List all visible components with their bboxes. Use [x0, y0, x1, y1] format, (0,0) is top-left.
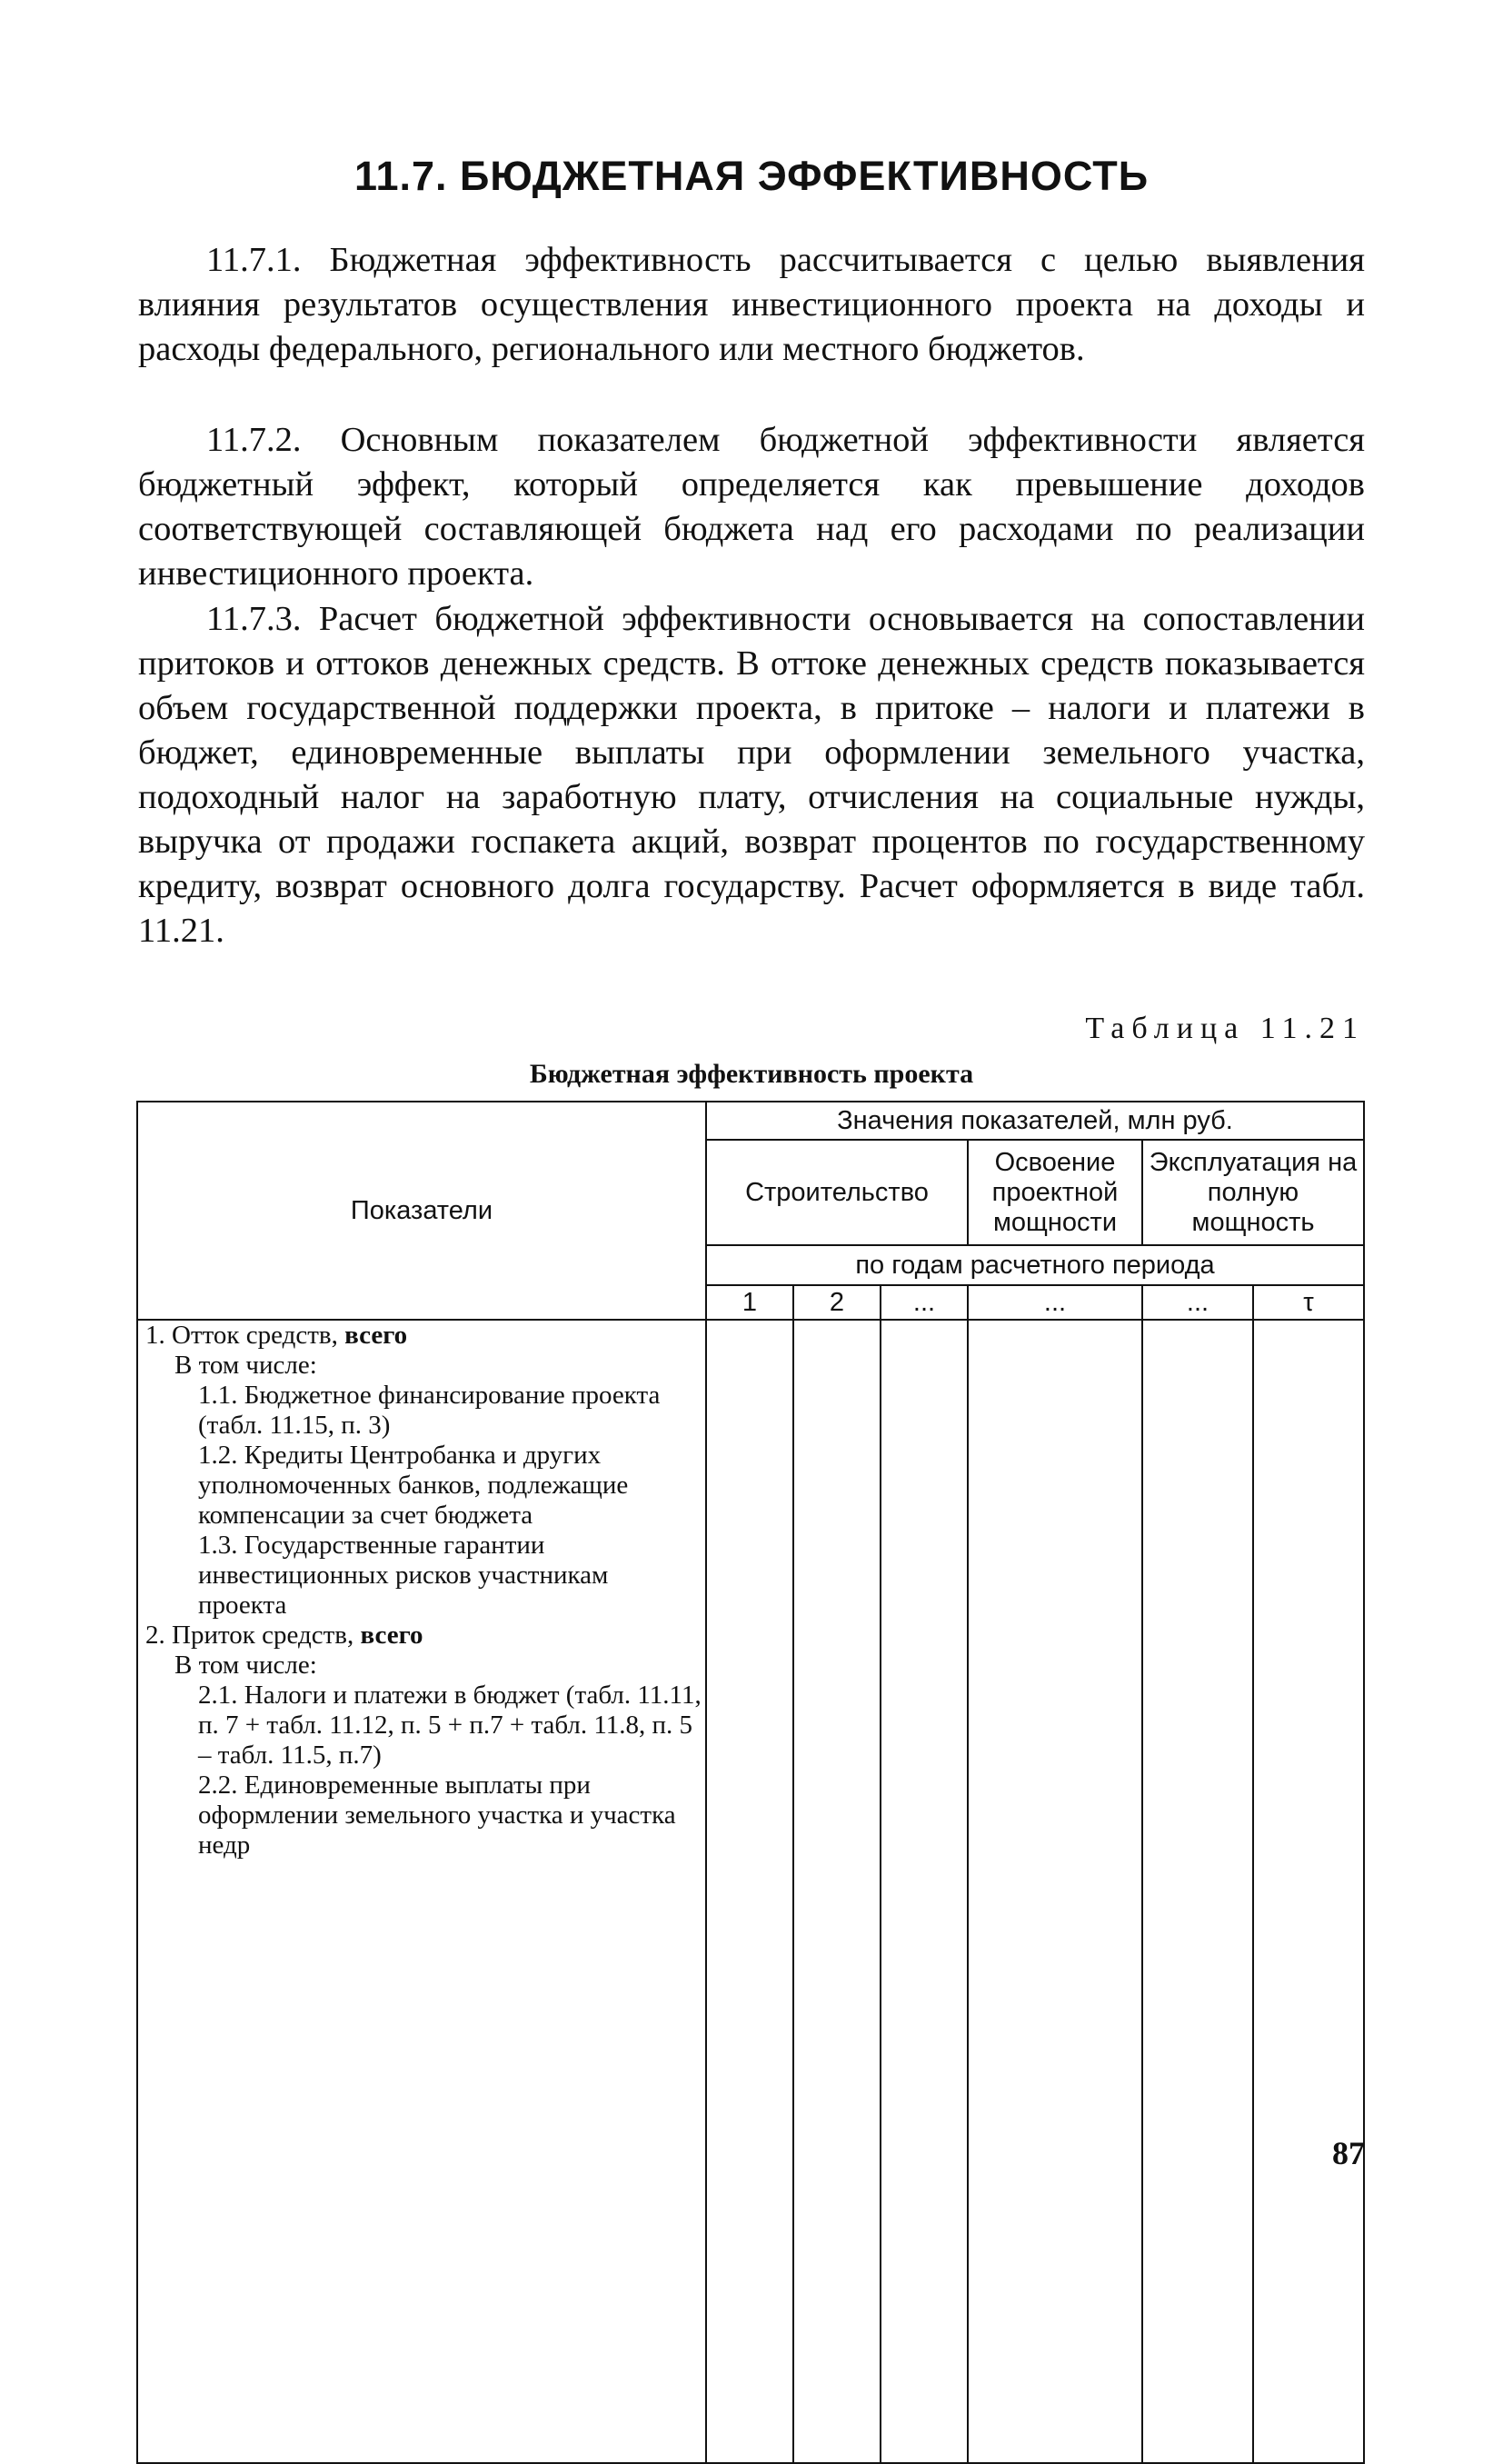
- value-cell: [793, 1320, 881, 2463]
- value-cell: [1142, 1320, 1253, 2463]
- value-cell: [1253, 1320, 1364, 2463]
- outflow-including: В том числе:: [174, 1351, 317, 1380]
- inflow-row: [142, 1621, 702, 1651]
- value-cell: [968, 1320, 1142, 2463]
- header-col-6: τ: [1253, 1285, 1364, 1320]
- inflow-title: 2. Приток средств,: [145, 1621, 354, 1650]
- value-cell: [881, 1320, 968, 2463]
- outflow-total: всего: [344, 1321, 408, 1350]
- outflow-row: [142, 1321, 702, 1351]
- header-values: Значения показателей, млн руб.: [706, 1102, 1364, 1140]
- header-col-2: 2: [793, 1285, 881, 1320]
- row-2-2: 2.2. Единовременные выплаты при оформлении земельного участка и участка недр: [198, 1771, 676, 1860]
- indicator-rows: [137, 1320, 706, 2463]
- paragraph-11-7-1: [138, 238, 1365, 372]
- row-1-3: 1.3. Государственные гарантии инвестиционных рисков участникам проекта: [198, 1531, 609, 1620]
- header-col-4: ...: [968, 1285, 1142, 1320]
- inflow-including: В том числе:: [174, 1651, 317, 1680]
- paragraph-11-7-3: [138, 597, 1365, 953]
- header-construction: Строительство: [706, 1140, 968, 1245]
- header-operation: Эксплуатация на полную мощность: [1142, 1140, 1364, 1245]
- paragraph-text: 11.7.2. Основным показателем бюджетной эффективности является бюджетный эффект, который определяется как превышение доходов соответствующей составляющей бюджета над его расходами по реализации инвестиционного проекта.: [138, 421, 1365, 593]
- table-title: Бюджетная эффективность проекта: [529, 1059, 974, 1089]
- row-1-1: 1.1. Бюджетное финансирование проекта (табл. 11.15, п. 3): [198, 1381, 661, 1440]
- page-number: 87: [1332, 2135, 1365, 2171]
- header-years: по годам расчетного периода: [706, 1245, 1364, 1285]
- inflow-total: всего: [360, 1621, 423, 1650]
- paragraph-text: 11.7.1. Бюджетная эффективность рассчитывается с целью выявления влияния результатов осуществления инвестиционного проекта на доходы и расходы федерального, регионального или местного бюджетов.: [138, 241, 1365, 368]
- table-label: Таблица 11.21: [1085, 1012, 1365, 1045]
- section-heading: 11.7. БЮДЖЕТНАЯ ЭФФЕКТИВНОСТЬ: [353, 153, 1150, 199]
- value-cell: [706, 1320, 793, 2463]
- outflow-title: 1. Отток средств,: [145, 1321, 338, 1350]
- paragraph-11-7-2: [138, 418, 1365, 596]
- header-col-1: 1: [706, 1285, 793, 1320]
- paragraph-text: 11.7.3. Расчет бюджетной эффективности основывается на сопоставлении притоков и оттоков денежных средств. В оттоке денежных средств показывается объем государственной поддержки проекта, в притоке – налоги и платежи в бюджет, единовременные выплаты при оформлении земельного участка, подоходный налог на заработную плату, отчисления на социальные нужды, выручка от продажи госпакета акций, возврат процентов по государственному кредиту, возврат основного долга государству. Расчет оформляется в виде табл. 11.21.: [138, 600, 1365, 950]
- row-1-2: 1.2. Кредиты Центробанка и других уполномоченных банков, подлежащие компенсации за счет бюджета: [198, 1441, 629, 1530]
- budget-efficiency-table: [136, 1101, 1365, 2464]
- header-col-5: ...: [1142, 1285, 1253, 1320]
- header-indicators: Показатели: [137, 1102, 706, 1320]
- header-col-3: ...: [881, 1285, 968, 1320]
- row-2-1: 2.1. Налоги и платежи в бюджет (табл. 11.11, п. 7 + табл. 11.12, п. 5 + п.7 + табл. 11.8, п. 5 – табл. 11.5, п.7): [198, 1681, 702, 1770]
- header-development: Освоение проектной мощности: [968, 1140, 1142, 1245]
